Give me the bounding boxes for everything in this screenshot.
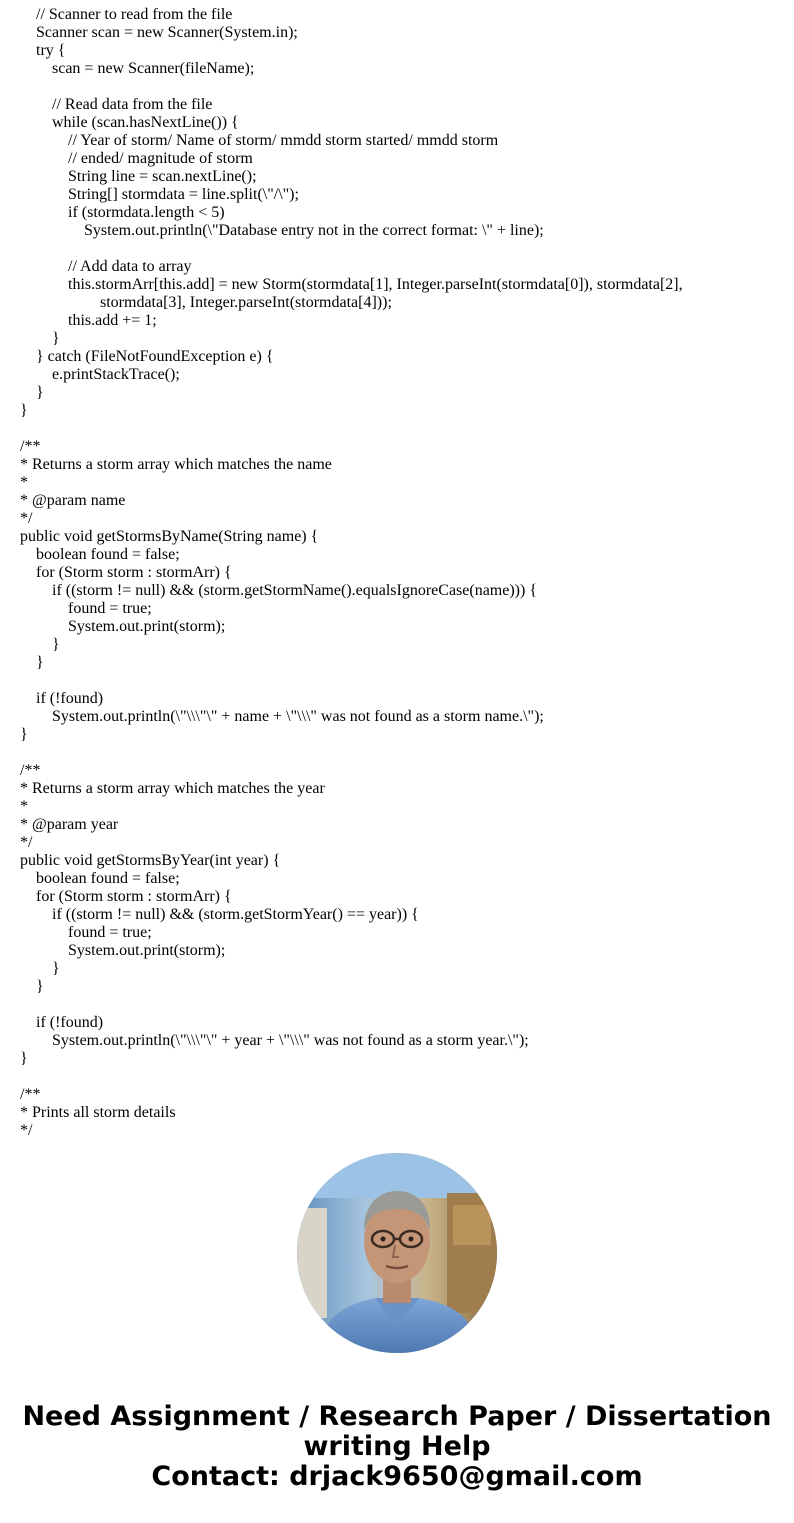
code-blank-line — [20, 744, 780, 762]
code-line: } — [52, 636, 60, 653]
code-line: boolean found = false; — [36, 870, 180, 887]
code-line: } — [36, 384, 44, 401]
code-line: */ — [20, 510, 33, 527]
code-line: } — [20, 726, 28, 743]
code-line: /** — [20, 1086, 41, 1103]
promo-line-1: Need Assignment / Research Paper / Dissertation — [22, 1401, 772, 1432]
code-line: * — [20, 474, 28, 491]
code-listing — [20, 6, 780, 1140]
code-line: boolean found = false; — [36, 546, 180, 563]
code-line: * Returns a storm array which matches the year — [20, 780, 325, 797]
code-line: public void getStormsByName(String name) { — [20, 528, 319, 545]
code-line: * @param name — [20, 492, 126, 509]
code-line: // Add data to array — [68, 258, 192, 275]
code-line: stormdata[3], Integer.parseInt(stormdata[4])); — [100, 294, 392, 311]
code-line: } — [20, 1050, 28, 1067]
code-line: public void getStormsByYear(int year) { — [20, 852, 281, 869]
code-line: } — [36, 654, 44, 671]
code-line: } — [36, 978, 44, 995]
code-line: } — [52, 960, 60, 977]
code-line: System.out.println(\"\\\"\" + name + \"\\\" was not found as a storm name.\"); — [52, 708, 544, 725]
code-blank-line — [20, 78, 780, 96]
code-line: * Prints all storm details — [20, 1104, 176, 1121]
code-line: */ — [20, 834, 33, 851]
author-photo-illustration — [297, 1153, 497, 1353]
code-line: for (Storm storm : stormArr) { — [36, 888, 232, 905]
promo-banner — [0, 1402, 794, 1492]
code-line: } — [52, 330, 60, 347]
promo-contact: Contact: drjack9650@gmail.com — [151, 1461, 643, 1492]
code-line: try { — [36, 42, 66, 59]
author-avatar — [297, 1153, 497, 1353]
code-line: /** — [20, 438, 41, 455]
code-line: } catch (FileNotFoundException e) { — [36, 348, 274, 365]
code-line: if (stormdata.length < 5) — [68, 204, 225, 221]
code-line: // ended/ magnitude of storm — [68, 150, 253, 167]
code-line: if ((storm != null) && (storm.getStormName().equalsIgnoreCase(name))) { — [52, 582, 538, 599]
code-line: // Read data from the file — [52, 96, 213, 113]
code-blank-line — [20, 420, 780, 438]
code-line: scan = new Scanner(fileName); — [52, 60, 255, 77]
code-line: while (scan.hasNextLine()) { — [52, 114, 239, 131]
code-line: e.printStackTrace(); — [52, 366, 180, 383]
code-line: this.stormArr[this.add] = new Storm(stormdata[1], Integer.parseInt(stormdata[0]), stormdata[2], — [68, 276, 683, 293]
code-line: */ — [20, 1122, 33, 1139]
code-blank-line — [20, 672, 780, 690]
code-line: * — [20, 798, 28, 815]
code-line: * Returns a storm array which matches the name — [20, 456, 332, 473]
code-line: if (!found) — [36, 690, 104, 707]
code-line: /** — [20, 762, 41, 779]
code-line: System.out.print(storm); — [68, 942, 226, 959]
code-blank-line — [20, 240, 780, 258]
code-line: found = true; — [68, 600, 152, 617]
code-line: String[] stormdata = line.split(\"/\"); — [68, 186, 299, 203]
code-line: Scanner scan = new Scanner(System.in); — [36, 24, 298, 41]
promo-line-2: writing Help — [303, 1431, 491, 1462]
code-blank-line — [20, 996, 780, 1014]
code-line: if (!found) — [36, 1014, 104, 1031]
code-line: for (Storm storm : stormArr) { — [36, 564, 232, 581]
code-line: this.add += 1; — [68, 312, 157, 329]
code-line: System.out.println(\"\\\"\" + year + \"\\\" was not found as a storm year.\"); — [52, 1032, 529, 1049]
code-line: String line = scan.nextLine(); — [68, 168, 257, 185]
code-line: System.out.print(storm); — [68, 618, 226, 635]
code-line: } — [20, 402, 28, 419]
code-line: // Year of storm/ Name of storm/ mmdd storm started/ mmdd storm — [68, 132, 499, 149]
code-line: if ((storm != null) && (storm.getStormYear() == year)) { — [52, 906, 419, 923]
code-line: // Scanner to read from the file — [36, 6, 233, 23]
code-line: found = true; — [68, 924, 152, 941]
code-blank-line — [20, 1068, 780, 1086]
code-line: * @param year — [20, 816, 119, 833]
code-line: System.out.println(\"Database entry not in the correct format: \" + line); — [84, 222, 544, 239]
